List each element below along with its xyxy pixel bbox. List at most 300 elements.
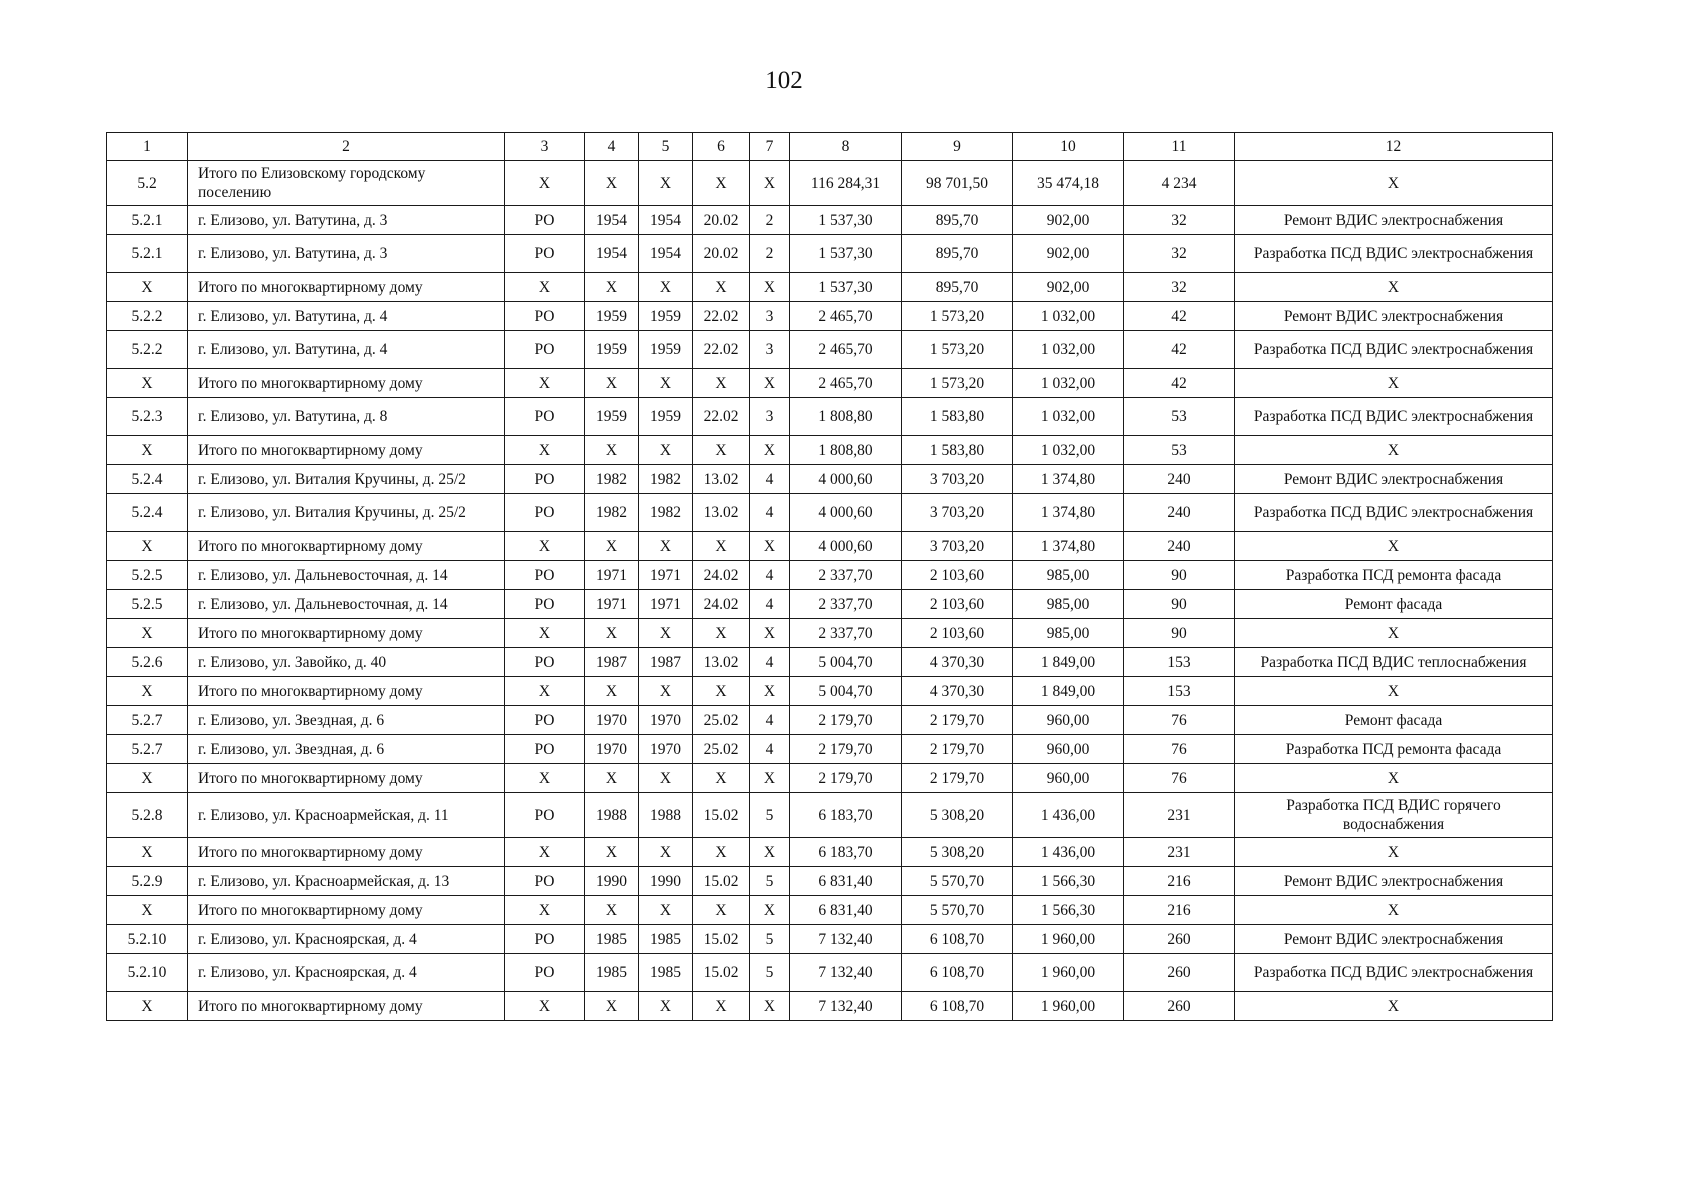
table-cell: 1954 (639, 206, 693, 235)
table-cell: РО (505, 954, 585, 992)
table-cell: 2 179,70 (790, 735, 902, 764)
table-cell: X (639, 436, 693, 465)
table-cell: 1959 (639, 331, 693, 369)
table-cell: 6 108,70 (902, 925, 1013, 954)
column-header: 9 (902, 133, 1013, 161)
table-row (107, 925, 1553, 954)
table-cell: X (505, 992, 585, 1021)
table-cell: 5.2 (107, 161, 188, 206)
table-cell: Разработка ПСД ремонта фасада (1235, 561, 1553, 590)
table-cell: X (750, 838, 790, 867)
table-cell: РО (505, 465, 585, 494)
table-row (107, 992, 1553, 1021)
table-cell: 5.2.8 (107, 793, 188, 838)
table-cell: 1982 (639, 494, 693, 532)
table-cell: 4 (750, 494, 790, 532)
table-cell: г. Елизово, ул. Виталия Кручины, д. 25/2 (188, 465, 505, 494)
table-cell: Итого по многоквартирному дому (188, 992, 505, 1021)
table-cell: 1987 (585, 648, 639, 677)
table-cell: 1 537,30 (790, 206, 902, 235)
table-cell: Ремонт ВДИС электроснабжения (1235, 465, 1553, 494)
table-row (107, 793, 1553, 838)
table-cell: 902,00 (1013, 235, 1124, 273)
table-cell: 6 831,40 (790, 896, 902, 925)
table-cell: 260 (1124, 992, 1235, 1021)
table-cell: 7 132,40 (790, 925, 902, 954)
table-cell: 32 (1124, 206, 1235, 235)
table-cell: X (505, 896, 585, 925)
table-cell: X (693, 838, 750, 867)
table-cell: 5 308,20 (902, 838, 1013, 867)
table-cell: 1 573,20 (902, 369, 1013, 398)
table-cell: X (1235, 992, 1553, 1021)
table-cell: 76 (1124, 764, 1235, 793)
table-cell: X (1235, 838, 1553, 867)
column-header: 2 (188, 133, 505, 161)
table-cell: 2 179,70 (790, 706, 902, 735)
table-row (107, 677, 1553, 706)
table-cell: X (1235, 619, 1553, 648)
table-cell: г. Елизово, ул. Завойко, д. 40 (188, 648, 505, 677)
table-cell: X (1235, 273, 1553, 302)
table-row (107, 954, 1553, 992)
table-cell: Ремонт ВДИС электроснабжения (1235, 206, 1553, 235)
table-cell: 1 573,20 (902, 302, 1013, 331)
table-cell: РО (505, 735, 585, 764)
table-cell: 153 (1124, 648, 1235, 677)
table-cell: 1 436,00 (1013, 838, 1124, 867)
table-cell: X (1235, 161, 1553, 206)
table-cell: 3 (750, 398, 790, 436)
table-cell: Ремонт фасада (1235, 590, 1553, 619)
table-cell: X (750, 369, 790, 398)
table-cell: 32 (1124, 235, 1235, 273)
table-row (107, 465, 1553, 494)
table-cell: РО (505, 206, 585, 235)
table-cell: 1987 (639, 648, 693, 677)
table-cell: X (505, 161, 585, 206)
table-cell: X (107, 677, 188, 706)
table-cell: 1 537,30 (790, 235, 902, 273)
table-cell: X (585, 896, 639, 925)
table-cell: г. Елизово, ул. Красноярская, д. 4 (188, 954, 505, 992)
table-cell: X (693, 764, 750, 793)
table-cell: Разработка ПСД ВДИС электроснабжения (1235, 235, 1553, 273)
table-cell: 3 703,20 (902, 532, 1013, 561)
table-cell: 1985 (585, 925, 639, 954)
table-row (107, 302, 1553, 331)
table-cell: Ремонт ВДИС электроснабжения (1235, 302, 1553, 331)
table-header-row (107, 133, 1553, 161)
table-cell: 3 703,20 (902, 465, 1013, 494)
table-cell: X (1235, 677, 1553, 706)
table-cell: г. Елизово, ул. Ватутина, д. 4 (188, 331, 505, 369)
table-cell: 4 (750, 561, 790, 590)
table-cell: 6 831,40 (790, 867, 902, 896)
table-cell: X (505, 273, 585, 302)
table-cell: 53 (1124, 436, 1235, 465)
table-cell: 5.2.7 (107, 735, 188, 764)
table-cell: X (693, 619, 750, 648)
table-cell: 22.02 (693, 331, 750, 369)
table-row (107, 532, 1553, 561)
table-cell: 2 179,70 (902, 764, 1013, 793)
table-cell: X (639, 619, 693, 648)
table-cell: X (693, 992, 750, 1021)
table-cell: 6 108,70 (902, 992, 1013, 1021)
table-cell: 5.2.4 (107, 465, 188, 494)
table-cell: X (585, 992, 639, 1021)
table-row (107, 764, 1553, 793)
table-cell: 960,00 (1013, 764, 1124, 793)
table-cell: 5.2.5 (107, 561, 188, 590)
table-cell: 24.02 (693, 590, 750, 619)
table-cell: 76 (1124, 706, 1235, 735)
table-cell: X (639, 161, 693, 206)
column-header: 7 (750, 133, 790, 161)
table-cell: X (693, 436, 750, 465)
table-cell: РО (505, 494, 585, 532)
table-cell: 1982 (585, 494, 639, 532)
data-table (106, 132, 1553, 1021)
table-cell: 90 (1124, 561, 1235, 590)
table-cell: 5 (750, 925, 790, 954)
table-cell: 1 960,00 (1013, 925, 1124, 954)
table-cell: X (107, 896, 188, 925)
table-cell: X (585, 532, 639, 561)
table-cell: 240 (1124, 465, 1235, 494)
table-cell: X (107, 764, 188, 793)
table-cell: X (693, 896, 750, 925)
table-cell: 960,00 (1013, 706, 1124, 735)
table-cell: 1985 (639, 925, 693, 954)
table-cell: 1985 (639, 954, 693, 992)
table-cell: X (585, 838, 639, 867)
table-cell: X (107, 369, 188, 398)
table-cell: г. Елизово, ул. Звездная, д. 6 (188, 735, 505, 764)
table-cell: РО (505, 648, 585, 677)
table-cell: РО (505, 925, 585, 954)
table-cell: 985,00 (1013, 590, 1124, 619)
table-cell: X (639, 896, 693, 925)
table-cell: 985,00 (1013, 619, 1124, 648)
table-cell: 1 436,00 (1013, 793, 1124, 838)
table-cell: 116 284,31 (790, 161, 902, 206)
table-cell: 1 374,80 (1013, 494, 1124, 532)
column-header: 11 (1124, 133, 1235, 161)
table-cell: 1 566,30 (1013, 896, 1124, 925)
table-cell: г. Елизово, ул. Дальневосточная, д. 14 (188, 561, 505, 590)
table-cell: Разработка ПСД ремонта фасада (1235, 735, 1553, 764)
table-cell: X (107, 532, 188, 561)
table-cell: 216 (1124, 896, 1235, 925)
table-cell: 15.02 (693, 925, 750, 954)
table-cell: 1990 (585, 867, 639, 896)
table-row (107, 235, 1553, 273)
table-cell: X (750, 161, 790, 206)
table-cell: X (750, 677, 790, 706)
table-cell: 5.2.2 (107, 331, 188, 369)
table-cell: 7 132,40 (790, 954, 902, 992)
table-cell: 4 (750, 648, 790, 677)
table-cell: 98 701,50 (902, 161, 1013, 206)
table-cell: 902,00 (1013, 273, 1124, 302)
table-cell: 2 103,60 (902, 590, 1013, 619)
table-cell: 22.02 (693, 398, 750, 436)
table-cell: 5.2.6 (107, 648, 188, 677)
table-cell: г. Елизово, ул. Звездная, д. 6 (188, 706, 505, 735)
table-cell: 1 583,80 (902, 398, 1013, 436)
table-cell: 1 566,30 (1013, 867, 1124, 896)
table-cell: 5 004,70 (790, 648, 902, 677)
table-cell: 1970 (585, 706, 639, 735)
table-cell: X (585, 677, 639, 706)
table-cell: 240 (1124, 494, 1235, 532)
table-cell: 90 (1124, 590, 1235, 619)
table-cell: 7 132,40 (790, 992, 902, 1021)
table-cell: X (750, 764, 790, 793)
table-cell: X (639, 532, 693, 561)
table-cell: 1 849,00 (1013, 648, 1124, 677)
table-cell: X (639, 838, 693, 867)
table-cell: Итого по многоквартирному дому (188, 369, 505, 398)
table-row (107, 561, 1553, 590)
table-cell: X (1235, 369, 1553, 398)
table-cell: 4 000,60 (790, 465, 902, 494)
table-cell: 4 234 (1124, 161, 1235, 206)
table-cell: РО (505, 302, 585, 331)
table-cell: X (107, 273, 188, 302)
table-cell: 24.02 (693, 561, 750, 590)
table-cell: 2 (750, 206, 790, 235)
table-cell: 3 (750, 302, 790, 331)
table-cell: Разработка ПСД ВДИС теплоснабжения (1235, 648, 1553, 677)
table-cell: 3 (750, 331, 790, 369)
table-cell: 2 179,70 (790, 764, 902, 793)
table-cell: РО (505, 867, 585, 896)
column-header: 4 (585, 133, 639, 161)
table-cell: X (693, 369, 750, 398)
table-cell: 1 032,00 (1013, 436, 1124, 465)
table-cell: 5.2.10 (107, 954, 188, 992)
table-row (107, 436, 1553, 465)
table-cell: X (750, 273, 790, 302)
column-header: 3 (505, 133, 585, 161)
table-cell: г. Елизово, ул. Дальневосточная, д. 14 (188, 590, 505, 619)
table-cell: г. Елизово, ул. Ватутина, д. 4 (188, 302, 505, 331)
table-cell: X (107, 838, 188, 867)
table-row (107, 161, 1553, 206)
table-cell: 76 (1124, 735, 1235, 764)
table-cell: Ремонт фасада (1235, 706, 1553, 735)
table-cell: 3 703,20 (902, 494, 1013, 532)
table-row (107, 494, 1553, 532)
table-cell: 5.2.1 (107, 235, 188, 273)
table-cell: X (750, 992, 790, 1021)
table-cell: Итого по многоквартирному дому (188, 532, 505, 561)
table-cell: 1985 (585, 954, 639, 992)
table-cell: X (505, 764, 585, 793)
table-cell: 2 337,70 (790, 619, 902, 648)
column-header: 5 (639, 133, 693, 161)
table-row (107, 706, 1553, 735)
table-cell: X (505, 369, 585, 398)
column-header: 8 (790, 133, 902, 161)
table-cell: X (1235, 532, 1553, 561)
table-cell: 1954 (585, 235, 639, 273)
table-cell: X (505, 532, 585, 561)
table-cell: 1 573,20 (902, 331, 1013, 369)
table-cell: 1 374,80 (1013, 465, 1124, 494)
table-cell: 216 (1124, 867, 1235, 896)
table-cell: 4 370,30 (902, 677, 1013, 706)
table-cell: X (585, 161, 639, 206)
table-cell: 1970 (639, 706, 693, 735)
table-cell: Разработка ПСД ВДИС электроснабжения (1235, 954, 1553, 992)
table-cell: Ремонт ВДИС электроснабжения (1235, 867, 1553, 896)
table-cell: г. Елизово, ул. Красноармейская, д. 13 (188, 867, 505, 896)
table-cell: 2 337,70 (790, 590, 902, 619)
table-cell: X (1235, 896, 1553, 925)
table-cell: Итого по многоквартирному дому (188, 677, 505, 706)
table-cell: 53 (1124, 398, 1235, 436)
page-number: 102 (765, 67, 803, 94)
table-cell: 1 808,80 (790, 398, 902, 436)
table-cell: 1959 (585, 302, 639, 331)
table-cell: X (693, 273, 750, 302)
table-cell: 2 103,60 (902, 619, 1013, 648)
table-cell: X (505, 838, 585, 867)
table-cell: 1 960,00 (1013, 992, 1124, 1021)
table-cell: г. Елизово, ул. Ватутина, д. 8 (188, 398, 505, 436)
table-cell: 32 (1124, 273, 1235, 302)
table-cell: 5.2.10 (107, 925, 188, 954)
table-cell: X (585, 369, 639, 398)
table-cell: г. Елизово, ул. Ватутина, д. 3 (188, 206, 505, 235)
table-cell: 5.2.7 (107, 706, 188, 735)
column-header: 12 (1235, 133, 1553, 161)
table-cell: 2 103,60 (902, 561, 1013, 590)
table-cell: 15.02 (693, 867, 750, 896)
table-cell: 5.2.3 (107, 398, 188, 436)
column-header: 1 (107, 133, 188, 161)
table-cell: 1971 (585, 561, 639, 590)
table-body (107, 133, 1553, 1021)
table-cell: X (585, 764, 639, 793)
table-cell: Разработка ПСД ВДИС электроснабжения (1235, 331, 1553, 369)
table-cell: Разработка ПСД ВДИС электроснабжения (1235, 494, 1553, 532)
table-cell: РО (505, 706, 585, 735)
table-cell: 895,70 (902, 206, 1013, 235)
table-cell: 5 004,70 (790, 677, 902, 706)
table-cell: 1 808,80 (790, 436, 902, 465)
column-header: 10 (1013, 133, 1124, 161)
table-cell: 2 179,70 (902, 706, 1013, 735)
table-cell: Ремонт ВДИС электроснабжения (1235, 925, 1553, 954)
table-cell: 6 108,70 (902, 954, 1013, 992)
table-cell: 6 183,70 (790, 793, 902, 838)
table-cell: X (639, 369, 693, 398)
table-cell: Разработка ПСД ВДИС горячего водоснабжения (1235, 793, 1553, 838)
table-cell: Итого по многоквартирному дому (188, 273, 505, 302)
table-cell: 1971 (639, 590, 693, 619)
table-cell: X (505, 619, 585, 648)
table-cell: 1 032,00 (1013, 331, 1124, 369)
table-row (107, 648, 1553, 677)
table-cell: 5.2.1 (107, 206, 188, 235)
table-cell: 4 000,60 (790, 532, 902, 561)
table-cell: 1959 (639, 302, 693, 331)
table-cell: 1990 (639, 867, 693, 896)
table-cell: 5 570,70 (902, 896, 1013, 925)
table-cell: 1971 (639, 561, 693, 590)
table-cell: 5 570,70 (902, 867, 1013, 896)
table-cell: 5.2.5 (107, 590, 188, 619)
table-cell: 1959 (585, 398, 639, 436)
table-cell: 4 (750, 735, 790, 764)
table-cell: 22.02 (693, 302, 750, 331)
table-cell: 15.02 (693, 793, 750, 838)
table-cell: X (505, 436, 585, 465)
table-cell: 1988 (585, 793, 639, 838)
table-row (107, 735, 1553, 764)
table-row (107, 896, 1553, 925)
table-cell: X (639, 764, 693, 793)
table-cell: X (585, 273, 639, 302)
table-cell: РО (505, 235, 585, 273)
table-row (107, 590, 1553, 619)
table-cell: г. Елизово, ул. Ватутина, д. 3 (188, 235, 505, 273)
table-cell: X (585, 619, 639, 648)
table-cell: 2 179,70 (902, 735, 1013, 764)
table-cell: 5 (750, 793, 790, 838)
table-cell: 960,00 (1013, 735, 1124, 764)
table-cell: 985,00 (1013, 561, 1124, 590)
table-cell: 13.02 (693, 648, 750, 677)
table-cell: 260 (1124, 925, 1235, 954)
table-cell: X (750, 896, 790, 925)
table-cell: 5.2.9 (107, 867, 188, 896)
table-cell: 2 465,70 (790, 369, 902, 398)
table-cell: РО (505, 590, 585, 619)
table-cell: 90 (1124, 619, 1235, 648)
table-cell: 1 537,30 (790, 273, 902, 302)
table-cell: 240 (1124, 532, 1235, 561)
table-cell: 20.02 (693, 206, 750, 235)
table-cell: 25.02 (693, 735, 750, 764)
table-cell: X (107, 436, 188, 465)
table-cell: X (750, 532, 790, 561)
table-cell: 5 (750, 954, 790, 992)
table-cell: 1 032,00 (1013, 398, 1124, 436)
table-cell: 1 849,00 (1013, 677, 1124, 706)
table-cell: РО (505, 331, 585, 369)
table-cell: 4 370,30 (902, 648, 1013, 677)
table-cell: X (693, 161, 750, 206)
table-cell: 42 (1124, 369, 1235, 398)
table-cell: Итого по многоквартирному дому (188, 436, 505, 465)
table-cell: Итого по многоквартирному дому (188, 838, 505, 867)
table-cell: г. Елизово, ул. Красноярская, д. 4 (188, 925, 505, 954)
table-cell: 2 (750, 235, 790, 273)
table-cell: 20.02 (693, 235, 750, 273)
table-cell: 42 (1124, 331, 1235, 369)
table-cell: РО (505, 398, 585, 436)
table-cell: 5.2.2 (107, 302, 188, 331)
table-cell: 5 308,20 (902, 793, 1013, 838)
table-cell: 902,00 (1013, 206, 1124, 235)
table-cell: 1982 (585, 465, 639, 494)
